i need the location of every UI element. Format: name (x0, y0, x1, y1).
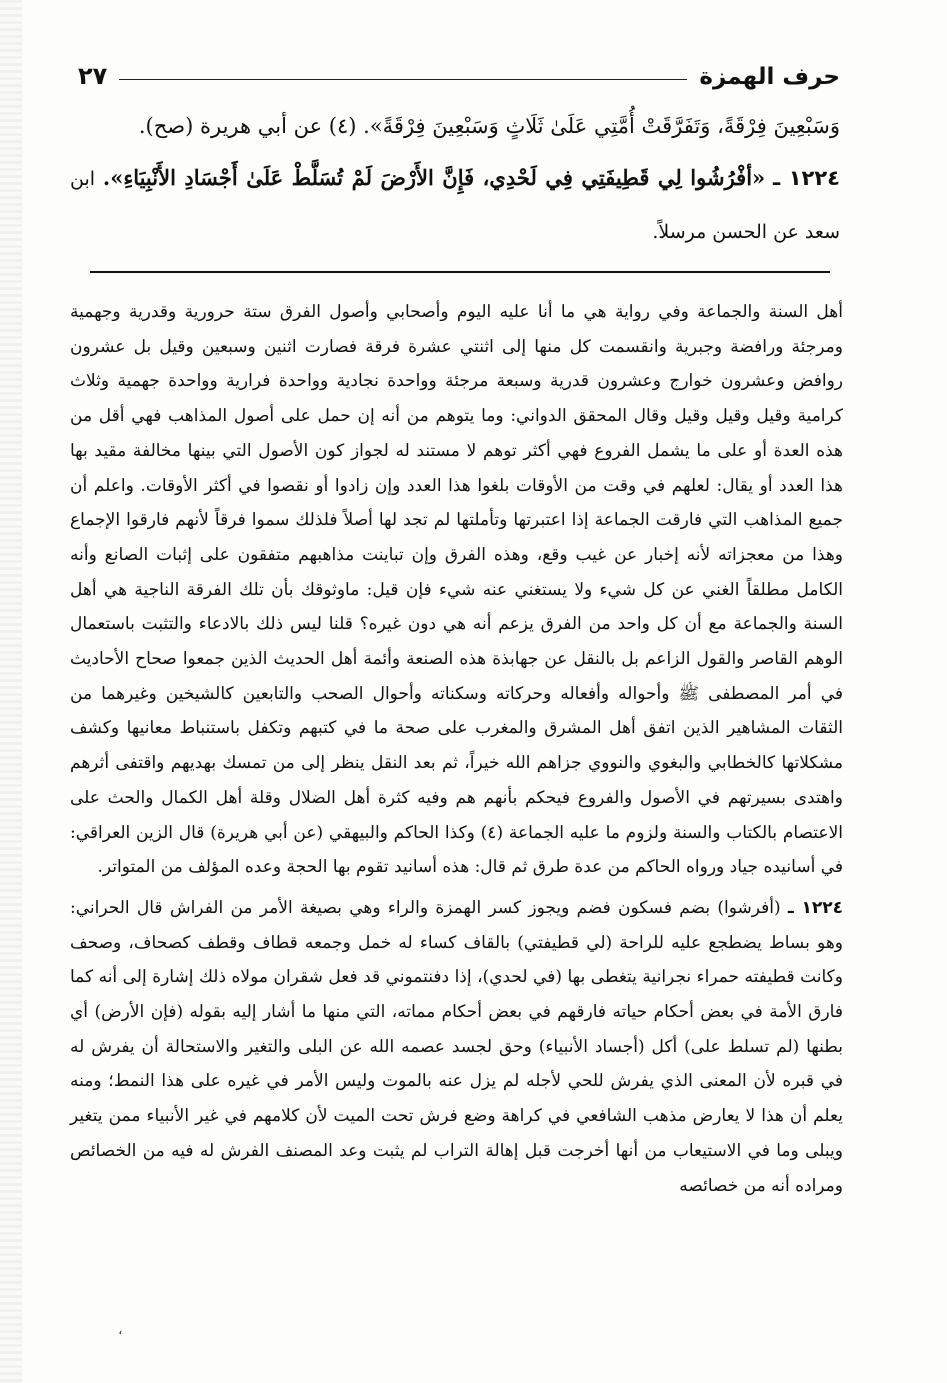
hadith-continuation: وَسَبْعِينَ فِرْقَةً، وَتَفَرَّقَتْ أُمَّتِي عَلَىٰ ثَلَاثٍ وَسَبْعِينَ فِرْقَةً». (٤) عن أبي هريرة (صح). (138, 114, 840, 138)
hadith-number: ١٢٢٤ ـ (773, 166, 840, 190)
scan-edge-shadow (0, 0, 22, 1383)
commentary-hadith-number: ١٢٢٤ ـ (787, 897, 843, 918)
commentary-paragraph: أهل السنة والجماعة وفي رواية هي ما أنا عليه اليوم وأصحابي وأصول الفرق ستة حرورية وقدرية وجهمية ومرجئة ورافضة وجبرية وانقسمت كل منها إلى اثنتي عشرة فرقة فصارت اثنين وسبعين وقيل بل عشرون روافض وعشرون خوارج وعشرون قدرية وسبعة مرجئة وواحدة نجادية وواحدة فرارية وواحدة جهمية وثلاث كرامية وقيل وقيل وقيل وقال المحقق الدواني: وما يتوهم من أنه إن حمل على أصول المذاهب فهي أقل من هذه العدة أو على ما يشمل الفروع فهي أكثر توهم لا مستند له لجواز كون الأصول التي بينها مخالفة مقيد بها هذا العدد أو يقال: لعلهم في وقت من الأوقات بلغوا هذا العدد وإن زادوا أو نقصوا في أكثر الأوقات. واعلم أن جميع المذاهب التي فارقت الجماعة إذا اعتبرتها وتأملتها لم تجد لها أصلاً فلذلك سموا فرقاً لأنهم فارقوا الإجماع وهذا من معجزاته لأنه إخبار عن غيب وقع، وهذه الفرق وإن تباينت مذاهبهم متفقون على إثبات الصانع وأنه الكامل مطلقاً الغني عن كل شيء ولا يستغني عنه شيء فإن قيل: ماوثوقك بأن تلك الفرقة الناجية هي أهل السنة والجماعة مع أن كل واحد من الفرق يزعم أنه هي دون غيره؟ قلنا ليس ذلك بالادعاء والتثبت باستعمال الوهم القاصر والقول الزاعم بل بالنقل عن جهابذة هذه الصنعة وأئمة أهل الحديث الذين جمعوا صحاح الأحاديث في أمر المصطفى ﷺ وأحواله وأفعاله وحركاته وسكناته وأحوال الصحب والتابعين كالشيخين وغيرهما من الثقات المشاهير الذين اتفق أهل المشرق والمغرب على صحة ما في كتبهم وتكفل باستنباط معانيها وكشف مشكلاتها كالخطابي والبغوي والنووي جزاهم الله خيراً، ثم بعد النقل ينظر إلى من تمسك بهديهم واقتفى أثرهم واهتدى بسيرتهم في الأصول والفروع فيحكم بأنهم هم وفيه كثرة أهل الضلال وقلة أهل الكمال والحث على الاعتصام بالكتاب والسنة ولزوم ما عليه الجماعة (٤) وكذا الحاكم والبيهقي (عن أبي هريرة) قال الزين العراقي: في أسانيده جياد ورواه الحاكم من عدة طرق ثم قال: هذه أسانيد تقوم بها الحجة وعده المؤلف من المتواتر. (70, 302, 843, 878)
page-header (78, 50, 840, 90)
footnote-separator (90, 271, 830, 273)
page-number: ٢٧ (78, 62, 108, 90)
commentary-section (70, 295, 843, 1203)
hadith-entry (70, 152, 840, 258)
hadith-source: ابن سعد عن الحسن مرسلاً. (70, 168, 840, 243)
running-title: حرف الهمزة (699, 64, 840, 90)
hadith-text: «أفْرُشُوا لِي قَطِيفَتِي فِي لَحْدِي، فَإِنَّ الأَرْضَ لَمْ تُسَلَّطْ عَلَىٰ أَجْسَادِ الأَنْبِيَاءِ». (102, 165, 766, 190)
commentary-paragraph-hadith-1224 (70, 891, 843, 1203)
stray-mark: ، (118, 1322, 123, 1338)
commentary-paragraph-text: (أفرشوا) بضم فسكون فضم ويجوز كسر الهمزة والراء وهي بصيغة الأمر من الفراش قال الحراني: وهو بساط يضطجع عليه للراحة (لي قطيفتي) بالقاف كساء له خمل وجمعه قطاف وقطف كصحاف، وصحف وكانت قطيفته حمراء نجرانية يتغطى بها (في لحدي)، إذا دفنتموني قد فعل شقران مولاه ذلك إشارة إلى أنه كما فارق الأمة في بعض أحكام حياته فارقهم في بعض أحكام مماته، التي منها ما أشار إليه بقوله (فإن الأرض) أي بطنها (لم تسلط على) أكل (أجساد الأنبياء) وحق لجسد عصمه الله عن البلى والتغير والاستحالة أن يفرش له في قبره لأن المعنى الذي يفرش للحي لأجله لم يزل عنه بالموت وليس الأمر في غيره على هذا النمط؛ ومنه يعلم أن هذا لا يعارض مذهب الشافعي في كراهة وضع فرش تحت الميت لأن كلامهم في غير الأنبياء ممن يتغير ويبلى وما في الاستيعاب من أنها أخرجت قبل إهالة التراب لم يثبت وعد المصنف الفرش له فيه من الخصائص ومراده أنه من خصائصه (70, 897, 844, 1196)
header-rule (119, 79, 687, 80)
main-hadith-text (70, 100, 840, 258)
